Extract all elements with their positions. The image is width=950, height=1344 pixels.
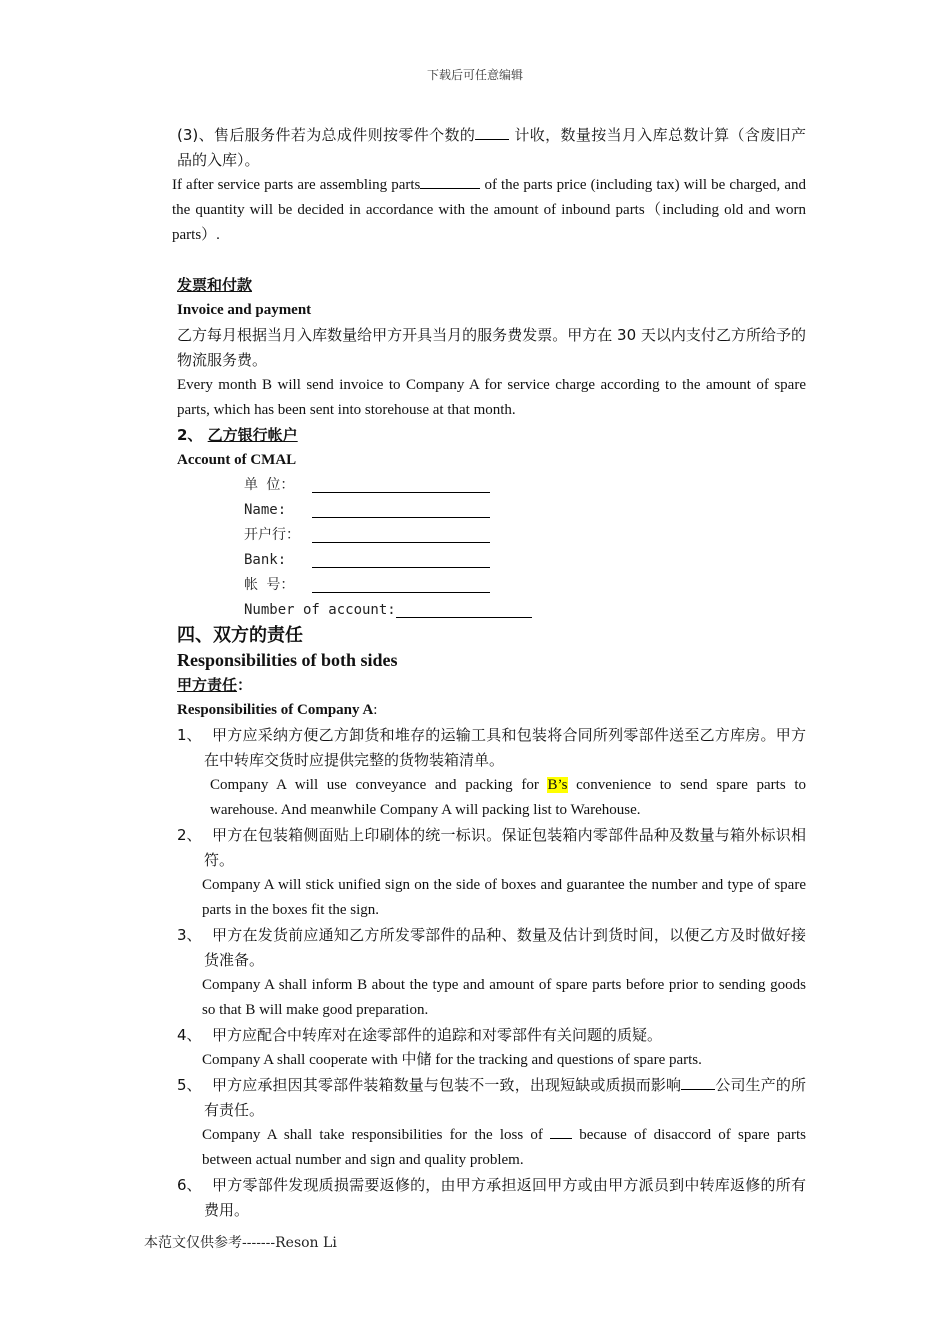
item-1-en-after: convenience to send spare parts to warehouse. And meanwhile Company A will packing list to Warehouse. [210,777,807,818]
bank-title-en: Account of CMAL [177,452,297,468]
clause-3-cn [172,123,806,173]
form-row-bank-en [172,548,806,573]
document-body [172,123,806,1223]
clause-3-cn-after: 计收，数量按当月入库总数计算（含废旧产品的入库）。 [177,126,806,169]
party-a-subtitle-en [172,698,806,723]
form-blank-account-en[interactable] [396,617,532,618]
item-4-cn: 甲方应配合中转库对在途零部件的追踪和对零部件有关问题的质疑。 [212,1026,663,1044]
item-5-cn-before: 甲方应承担因其零部件装箱数量与包装不一致，出现短缺或质损而影响 [212,1076,682,1094]
item-1-en-before: Company A will use conveyance and packing for [210,777,548,793]
item-number: 2、 [177,826,202,844]
item-1-en [172,773,806,823]
invoice-title-en: Invoice and payment [177,302,312,318]
clause-3-en-before: If after service parts are assembling parts [172,177,421,193]
responsibility-item-5 [172,1073,806,1173]
blank-line [550,1124,572,1139]
form-blank-bank-cn[interactable] [312,542,490,543]
clause-3-cn-before: (3)、售后服务件若为总成件则按零件个数的 [177,126,476,144]
item-2-en: Company A will stick unified sign on the side of boxes and guarantee the number and type of spare parts in the boxes fit the sign. [202,877,806,918]
form-blank-bank-en[interactable] [312,567,490,568]
item-number: 3、 [177,926,202,944]
item-3-cn: 甲方在发货前应通知乙方所发零部件的品种、数量及估计到货时间，以便乙方及时做好接货准备。 [204,926,806,969]
form-label-name: Name: [244,502,287,518]
clause-3-en-after: of the parts price (including tax) will be charged, and the quantity will be decided in accordance with the amount of inbound parts（including old and worn parts）. [172,177,807,243]
section-4-title-cn: 四、双方的责任 [177,625,303,646]
blank-line [475,125,509,140]
responsibility-item-6 [172,1173,806,1223]
bank-num: 2、 [177,426,203,444]
party-a-subtitle-en-colon: : [373,702,378,718]
bank-title-text: 乙方银行帐户 [207,426,298,444]
responsibility-item-1 [172,723,806,823]
blank-line [681,1075,715,1090]
page-header: 下载后可任意编辑 [426,68,523,82]
form-blank-name[interactable] [312,517,490,518]
item-5-cn-after: 公司生产的所有责任。 [204,1076,806,1119]
party-a-subtitle-colon: ： [237,676,253,694]
form-label-bank-en: Bank: [244,552,287,568]
form-blank-unit[interactable] [312,492,490,493]
invoice-title-cn: 发票和付款 [177,276,253,294]
item-3-en: Company A shall inform B about the type and amount of spare parts before prior to sending goods so that B will make good preparation. [202,977,806,1018]
spacer [172,248,806,273]
highlighted-text: B’s [547,777,568,793]
invoice-body-en: Every month B will send invoice to Company A for service charge according to the amount of spare parts, which has been sent into storehouse at that month. [177,377,806,418]
item-2-cn: 甲方在包装箱侧面贴上印刷体的统一标识。保证包装箱内零部件品种及数量与箱外标识相符。 [204,826,806,869]
responsibility-item-4 [172,1023,806,1073]
party-a-subtitle-text: 甲方责任 [177,676,238,694]
item-5-en-before: Company A shall take responsibilities for the loss of [202,1127,551,1143]
party-a-subtitle-cn [172,673,806,698]
form-blank-account-cn[interactable] [312,592,490,593]
form-row-bank-cn [172,523,806,548]
item-4-en: Company A shall cooperate with 中储 for the tracking and questions of spare parts. [202,1052,702,1068]
item-5-en-after: because of disaccord of spare parts between actual number and sign and quality problem. [202,1127,806,1168]
form-label-unit: 单 位： [244,477,295,493]
blank-line [420,174,480,189]
item-6-cn: 甲方零部件发现质损需要返修的，由甲方承担返回甲方或由甲方派员到中转库返修的所有费用。 [204,1176,806,1219]
section-4-title-en: Responsibilities of both sides [177,650,398,670]
item-number: 4、 [177,1026,202,1044]
item-number: 6、 [177,1176,202,1194]
form-row-unit [172,473,806,498]
form-label-account-en: Number of account: [244,602,396,618]
item-number: 1、 [177,726,202,744]
form-label-bank-cn: 开户行： [244,527,300,543]
party-a-subtitle-en-text: Responsibilities of Company A [177,702,374,718]
responsibility-item-3 [172,923,806,1023]
form-row-account-cn [172,573,806,598]
page-footer: 本范文仅供参考-------Reson Li [144,1235,337,1251]
responsibility-item-2 [172,823,806,923]
invoice-body-cn: 乙方每月根据当月入库数量给甲方开具当月的服务费发票。甲方在 30 天以内支付乙方所给予的物流服务费。 [177,326,806,369]
form-row-account-en [172,598,806,623]
item-5-cn [172,1073,806,1123]
item-5-en [172,1123,806,1173]
item-number: 5、 [177,1076,202,1094]
bank-title-cn [172,423,806,448]
form-label-account-cn: 帐 号： [244,577,295,593]
clause-3-en [172,173,806,248]
item-1-cn: 甲方应采纳方便乙方卸货和堆存的运输工具和包装将合同所列零部件送至乙方库房。甲方在中转库交货时应提供完整的货物装箱清单。 [204,726,806,769]
form-row-name [172,498,806,523]
